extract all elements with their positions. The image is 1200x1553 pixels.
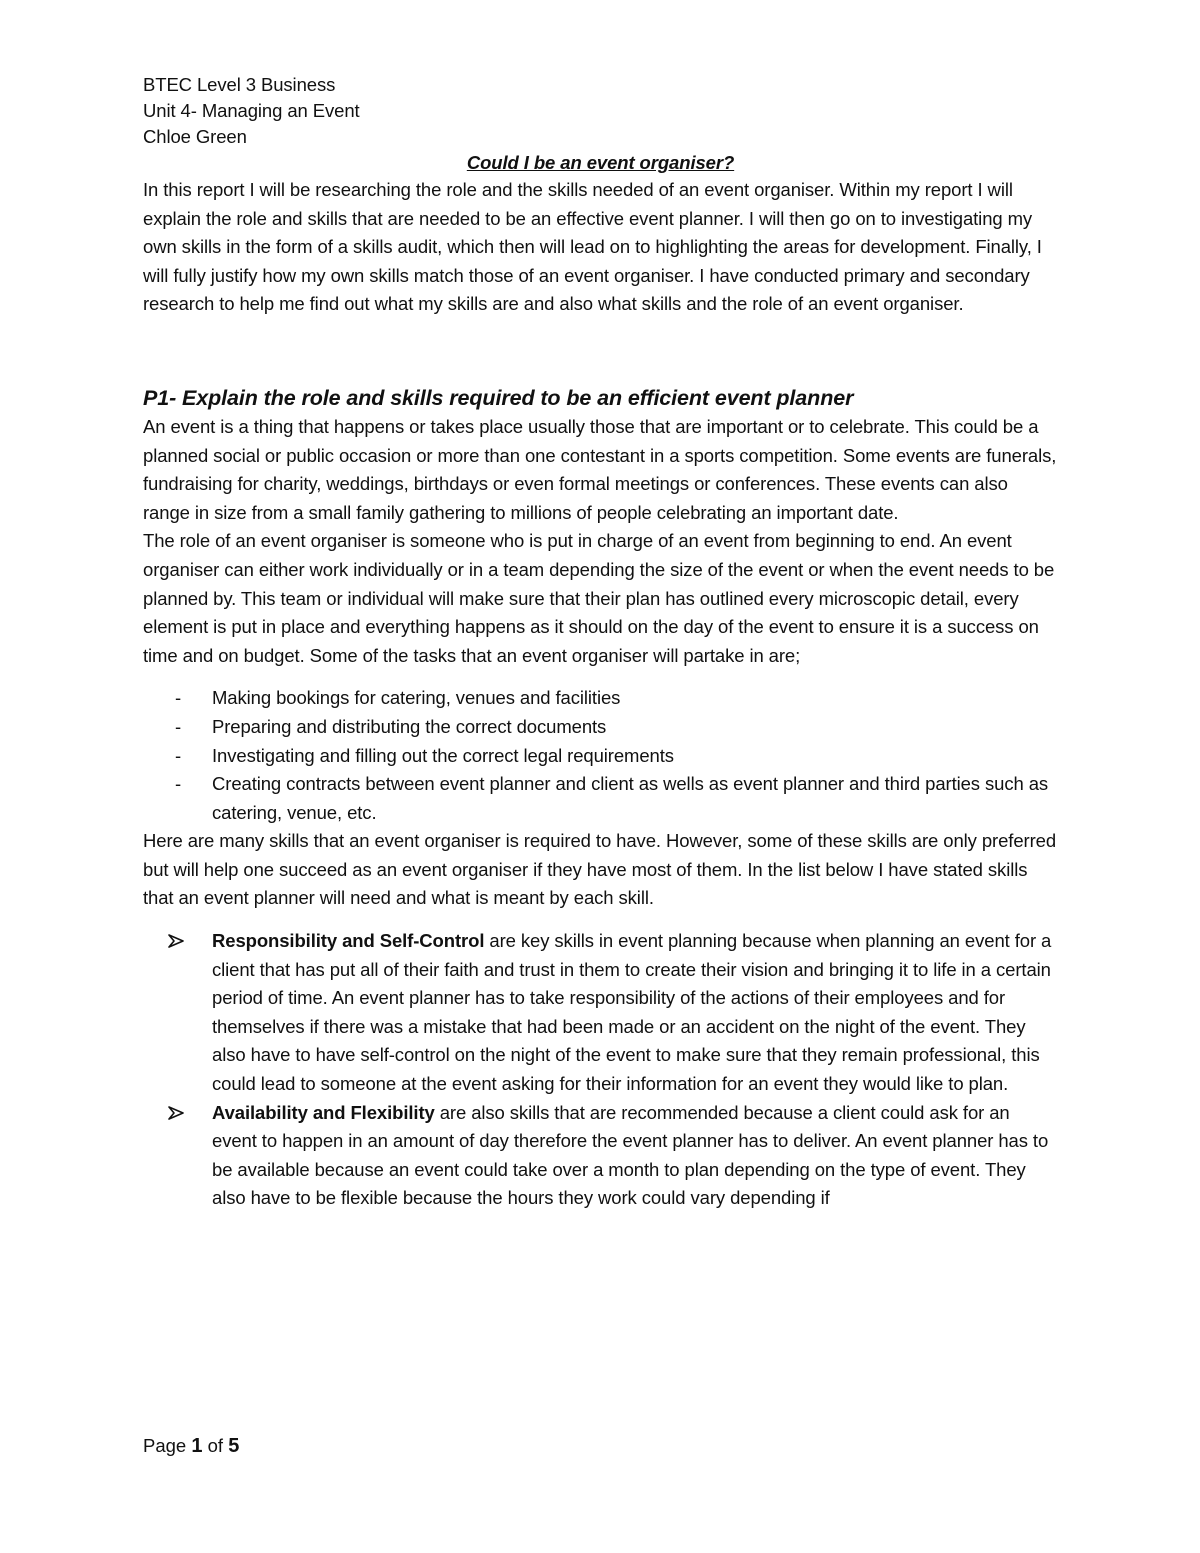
intro-paragraph: In this report I will be researching the role and the skills needed of an event organiser. Within my report I will explain the role and skills that are needed to be an effective event planner. I will then go on to investigating my own skills in the form of a skills audit, which then will lead on to highlighting the areas for development. Finally, I will fully justify how my own skills match those of an event organiser. I have conducted primary and secondary research to help me find out what my skills are and also what skills and the role of an event organiser. (143, 179, 1042, 315)
skill-description: are also skills that are recommended because a client could ask for an event to happen in an amount of day therefore the event planner has to deliver. An event planner has to be available because an event could take over a month to plan depending on the type of event. They also have to be flexible because the hours they work could vary depending if (212, 1101, 1049, 1209)
role-paragraph: The role of an event organiser is someone who is put in charge of an event from beginning to end. An event organiser can either work individually or in a team depending the size of the event or when the event needs to be planned by. This team or individual will make sure that their plan has outlined every microscopic detail, every element is put in place and everything happens as it should on the day of the event to ensure it is a success on time and on budget. Some of the tasks that an event organiser will partake in are; (143, 530, 1055, 666)
document-title: Could I be an event organiser? (466, 152, 735, 173)
page-label: Page (143, 1435, 187, 1456)
section-heading-p1: P1- Explain the role and skills required to be an efficient event planner (143, 385, 854, 410)
task-text: Creating contracts between event planner and client as wells as event planner and third parties such as catering, venue, etc. (212, 773, 1049, 823)
list-item (143, 742, 1058, 771)
task-text: Making bookings for catering, venues and facilities (212, 687, 621, 709)
document-body (143, 72, 1058, 1213)
skill-description: are key skills in event planning because when planning an event for a client that has put all of their faith and trust in them to create their vision and bringing it to life in a certain period of time. An event planner has to take responsibility of the actions of their employees and for themselves if there was a mistake that had been made or an accident on the night of the event. They also have to have self-control on the night of the event to make sure that they remain professional, this could lead to someone at the event asking for their information for an event they would like to plan. (212, 930, 1052, 1095)
list-item (143, 927, 1058, 1099)
course-line: BTEC Level 3 Business (143, 74, 336, 95)
author-line: Chloe Green (143, 126, 247, 147)
page-footer (143, 1432, 239, 1460)
skill-name: Availability and Flexibility (212, 1101, 435, 1123)
skill-name: Responsibility and Self-Control (212, 930, 485, 952)
skills-intro-paragraph: Here are many skills that an event organiser is required to have. However, some of these skills are only preferred but will help one succeed as an event organiser if they have most of them. In the list below I have stated skills that an event planner will need and what is meant by each skill. (143, 830, 1057, 909)
skill-list (143, 927, 1058, 1213)
list-item (143, 684, 1058, 713)
current-page-number: 1 (191, 1435, 203, 1457)
arrow-bullet-icon (168, 1106, 184, 1120)
unit-line: Unit 4- Managing an Event (143, 100, 360, 121)
of-label: of (207, 1435, 224, 1456)
dash-marker: - (175, 773, 182, 795)
task-list (143, 684, 1058, 827)
list-item (143, 1099, 1058, 1213)
task-text: Investigating and filling out the correct legal requirements (212, 744, 674, 766)
list-item (143, 713, 1058, 742)
dash-marker: - (175, 687, 182, 709)
dash-marker: - (175, 744, 182, 766)
total-pages-number: 5 (228, 1435, 240, 1457)
arrow-bullet-icon (168, 934, 184, 948)
task-text: Preparing and distributing the correct documents (212, 715, 607, 737)
dash-marker: - (175, 715, 182, 737)
list-item (143, 770, 1058, 827)
event-definition-paragraph: An event is a thing that happens or takes place usually those that are important or to celebrate. This could be a planned social or public occasion or more than one contestant in a sports competition. Some events are funerals, fundraising for charity, weddings, birthdays or even formal meetings or conferences. These events can also range in size from a small family gathering to millions of people celebrating an important date. (143, 415, 1057, 523)
